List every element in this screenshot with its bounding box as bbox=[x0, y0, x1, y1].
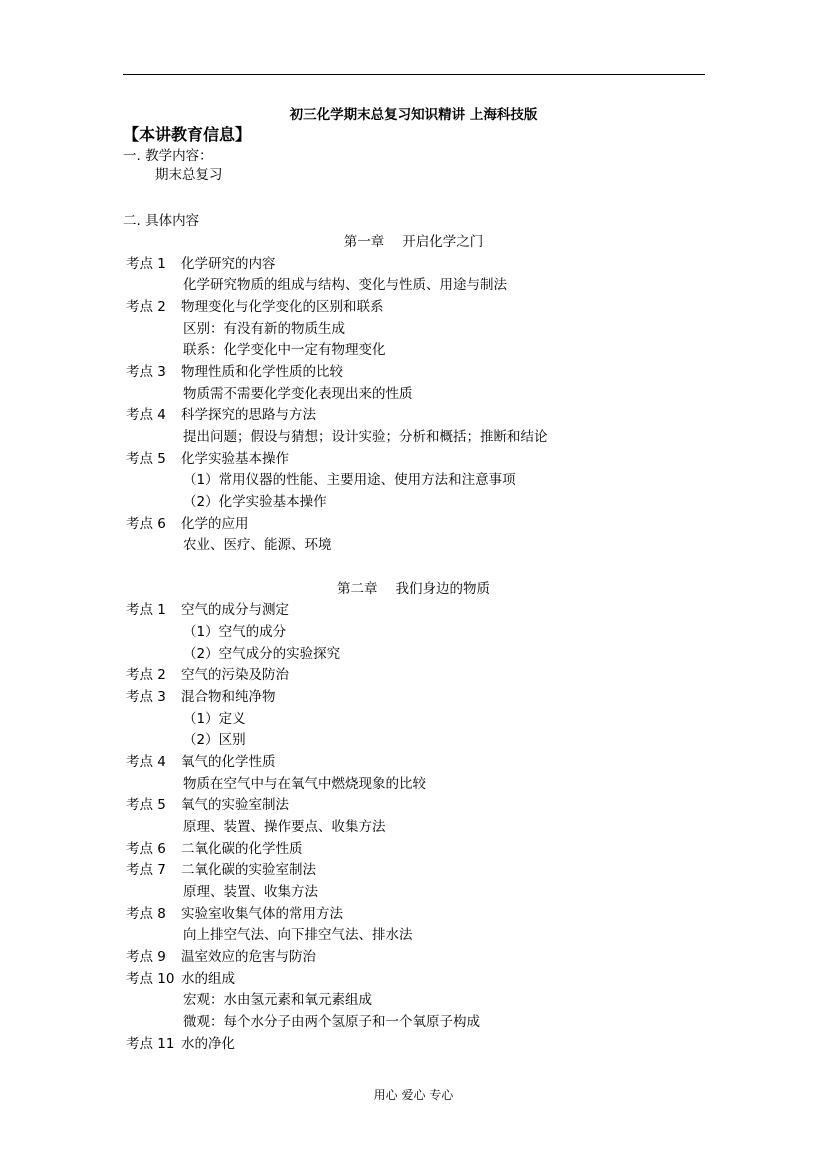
chapter2-heading bbox=[0, 581, 827, 597]
kaodian-detail: （2）区别 bbox=[183, 732, 246, 748]
kaodian-row: 考点 1 空气的成分与测定 bbox=[126, 602, 289, 618]
kaodian-detail: 农业、医疗、能源、环境 bbox=[183, 537, 332, 553]
chapter1-name: 开启化学之门 bbox=[402, 234, 484, 250]
kaodian-row: 考点 6 二氧化碳的化学性质 bbox=[126, 841, 303, 857]
section2-label: 二. 具体内容 bbox=[123, 213, 200, 229]
kaodian-row: 考点 11 水的净化 bbox=[126, 1036, 235, 1052]
kaodian-detail: 区别：有没有新的物质生成 bbox=[183, 321, 345, 337]
kaodian-detail: 提出问题；假设与猜想；设计实验；分析和概括；推断和结论 bbox=[183, 429, 548, 445]
kaodian-row: 考点 7 二氧化碳的实验室制法 bbox=[126, 862, 316, 878]
kaodian-detail: 原理、装置、操作要点、收集方法 bbox=[183, 819, 386, 835]
kaodian-detail: 原理、装置、收集方法 bbox=[183, 884, 318, 900]
section1-label: 一. 教学内容： bbox=[123, 148, 213, 164]
chapter2-name: 我们身边的物质 bbox=[395, 581, 490, 597]
kaodian-row: 考点 5 氧气的实验室制法 bbox=[126, 797, 289, 813]
kaodian-detail: （1）空气的成分 bbox=[183, 624, 287, 640]
kaodian-detail: 向上排空气法、向下排空气法、排水法 bbox=[183, 927, 413, 943]
header-rule bbox=[123, 74, 705, 75]
kaodian-detail: 联系：化学变化中一定有物理变化 bbox=[183, 342, 386, 358]
kaodian-detail: 物质在空气中与在氧气中燃烧现象的比较 bbox=[183, 776, 426, 792]
kaodian-row: 考点 3 混合物和纯净物 bbox=[126, 689, 276, 705]
chapter1-heading bbox=[0, 234, 827, 250]
kaodian-row: 考点 8 实验室收集气体的常用方法 bbox=[126, 906, 343, 922]
kaodian-row: 考点 5 化学实验基本操作 bbox=[126, 451, 289, 467]
kaodian-row: 考点 2 物理变化与化学变化的区别和联系 bbox=[126, 299, 384, 315]
kaodian-row: 考点 1 化学研究的内容 bbox=[126, 256, 276, 272]
kaodian-detail: （1）定义 bbox=[183, 711, 246, 727]
kaodian-detail: （2）空气成分的实验探究 bbox=[183, 646, 341, 662]
kaodian-detail: （1）常用仪器的性能、主要用途、使用方法和注意事项 bbox=[183, 472, 516, 488]
kaodian-row: 考点 4 氧气的化学性质 bbox=[126, 754, 276, 770]
kaodian-detail: 化学研究物质的组成与结构、变化与性质、用途与制法 bbox=[183, 277, 507, 293]
info-heading: 【本讲教育信息】 bbox=[123, 125, 252, 144]
kaodian-row: 考点 9 温室效应的危害与防治 bbox=[126, 949, 316, 965]
kaodian-detail: （2）化学实验基本操作 bbox=[183, 494, 327, 510]
kaodian-row: 考点 3 物理性质和化学性质的比较 bbox=[126, 364, 343, 380]
kaodian-row: 考点 6 化学的应用 bbox=[126, 516, 249, 532]
chapter1-number: 第一章 bbox=[343, 234, 385, 250]
kaodian-detail: 宏观：水由氢元素和氧元素组成 bbox=[183, 992, 372, 1008]
kaodian-row: 考点 10 水的组成 bbox=[126, 971, 235, 987]
page-footer: 用心 爱心 专心 bbox=[373, 1088, 454, 1102]
kaodian-row: 考点 4 科学探究的思路与方法 bbox=[126, 407, 316, 423]
kaodian-detail: 微观：每个水分子由两个氢原子和一个氧原子构成 bbox=[183, 1014, 480, 1030]
kaodian-row: 考点 2 空气的污染及防治 bbox=[126, 667, 289, 683]
section1-content: 期末总复习 bbox=[155, 167, 223, 183]
document-title: 初三化学期末总复习知识精讲 上海科技版 bbox=[289, 107, 538, 123]
kaodian-detail: 物质需不需要化学变化表现出来的性质 bbox=[183, 386, 413, 402]
chapter2-number: 第二章 bbox=[337, 581, 378, 597]
